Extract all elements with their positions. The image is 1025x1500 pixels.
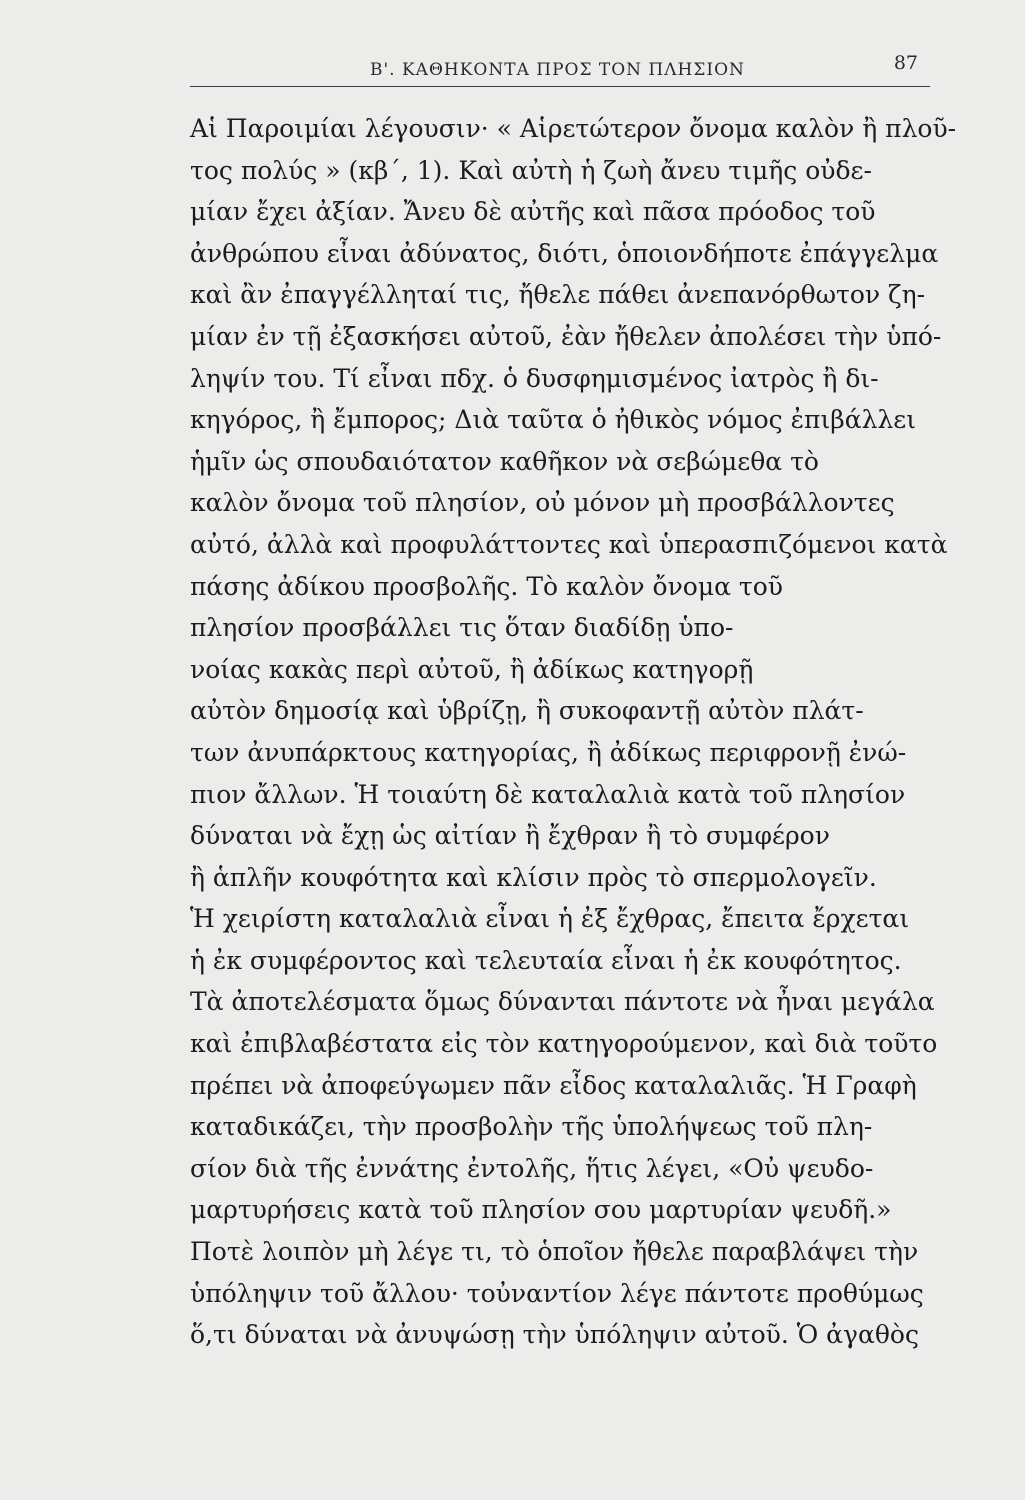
- text-line: τος πολύς » (κβ΄, 1). Καὶ αὐτὴ ἡ ζωὴ ἄνευ τιμῆς οὐδε-: [190, 155, 872, 185]
- text-line: πρέπει νὰ ἀποφεύγωμεν πᾶν εἶδος καταλαλιᾶς. Ἡ Γραφὴ: [190, 1070, 917, 1100]
- text-line: ὑπόληψιν τοῦ ἄλλου· τοὐναντίον λέγε πάντοτε προθύμως: [190, 1278, 924, 1308]
- text-line: Αἱ Παροιμίαι λέγουσιν· « Αἱρετώτερον ὄνομα καλὸν ἢ πλοῦ-: [190, 114, 957, 143]
- running-head: Β'. ΚΑΘΗΚΟΝΤΑ ΠΡΟΣ ΤΟΝ ΠΛΗΣΙΟΝ: [370, 60, 745, 80]
- header-rule: [190, 86, 930, 87]
- text-line: κηγόρος, ἢ ἔμπορος; Διὰ ταῦτα ὁ ἠθικὸς νόμος ἐπιβάλλει: [190, 405, 917, 435]
- text-line: πιον ἄλλων. Ἡ τοιαύτη δὲ καταλαλιὰ κατὰ τοῦ πλησίον: [190, 779, 906, 809]
- page-number: 87: [893, 52, 918, 74]
- text-line: σίον διὰ τῆς ἐννάτης ἐντολῆς, ἥτις λέγει, «Οὐ ψευδο-: [190, 1153, 874, 1183]
- text-line: ἢ ἁπλῆν κουφότητα καὶ κλίσιν πρὸς τὸ σπερμολογεῖν.: [190, 862, 877, 892]
- text-line: ἡ ἐκ συμφέροντος καὶ τελευταία εἶναι ἡ ἐκ κουφότητος.: [190, 945, 902, 975]
- text-line: ἡμῖν ὡς σπουδαιότατον καθῆκον νὰ σεβώμεθα τὸ: [190, 446, 819, 476]
- text-line: πλησίον προσβάλλει τις ὅταν διαδίδῃ ὑπο-: [190, 613, 734, 643]
- text-line: αὐτὸν δημοσίᾳ καὶ ὑβρίζῃ, ἢ συκοφαντῇ αὐτὸν πλάτ-: [190, 696, 864, 726]
- text-line: ὅ,τι δύναται νὰ ἀνυψώσῃ τὴν ὑπόληψιν αὐτοῦ. Ὁ ἀγαθὸς: [190, 1320, 919, 1350]
- text-line: δύναται νὰ ἔχῃ ὡς αἰτίαν ἢ ἔχθραν ἢ τὸ συμφέρον: [190, 821, 830, 851]
- text-line: καλὸν ὄνομα τοῦ πλησίον, οὐ μόνον μὴ προσβάλλοντες: [190, 488, 895, 518]
- text-line: πάσης ἀδίκου προσβολῆς. Τὸ καλὸν ὄνομα τοῦ: [190, 571, 784, 601]
- text-line: Ποτὲ λοιπὸν μὴ λέγε τι, τὸ ὁποῖον ἤθελε παραβλάψει τὴν: [190, 1237, 919, 1267]
- text-line: μίαν ἐν τῇ ἐξασκήσει αὐτοῦ, ἐὰν ἤθελεν ἀπολέσει τὴν ὑπό-: [190, 321, 942, 351]
- text-line: καὶ ἐπιβλαβέστατα εἰς τὸν κατηγορούμενον, καὶ διὰ τοῦτο: [190, 1029, 938, 1059]
- text-line: νοίας κακὰς περὶ αὐτοῦ, ἢ ἀδίκως κατηγορῇ: [190, 654, 754, 684]
- text-line: ἀνθρώπου εἶναι ἀδύνατος, διότι, ὁποιονδήποτε ἐπάγγελμα: [190, 238, 939, 268]
- text-line: μαρτυρήσεις κατὰ τοῦ πλησίον σου μαρτυρίαν ψευδῆ.»: [190, 1195, 892, 1225]
- text-line: αὐτό, ἀλλὰ καὶ προφυλάττοντες καὶ ὑπερασπιζόμενοι κατὰ: [190, 529, 948, 559]
- body-text: [190, 108, 960, 1356]
- text-line: Ἡ χειρίστη καταλαλιὰ εἶναι ἡ ἐξ ἔχθρας, ἔπειτα ἔρχεται: [190, 904, 910, 934]
- text-line: καταδικάζει, τὴν προσβολὴν τῆς ὑπολήψεως τοῦ πλη-: [190, 1112, 873, 1142]
- text-line: των ἀνυπάρκτους κατηγορίας, ἢ ἀδίκως περιφρονῇ ἐνώ-: [190, 737, 907, 767]
- text-line: καὶ ἂν ἐπαγγέλληταί τις, ἤθελε πάθει ἀνεπανόρθωτον ζη-: [190, 280, 926, 310]
- text-line: μίαν ἔχει ἀξίαν. Ἄνευ δὲ αὐτῆς καὶ πᾶσα πρόοδος τοῦ: [190, 197, 876, 227]
- text-line: Τὰ ἀποτελέσματα ὅμως δύνανται πάντοτε νὰ ἦναι μεγάλα: [190, 987, 935, 1017]
- text-line: ληψίν του. Τί εἶναι πδχ. ὁ δυσφημισμένος ἰατρὸς ἢ δι-: [190, 363, 879, 393]
